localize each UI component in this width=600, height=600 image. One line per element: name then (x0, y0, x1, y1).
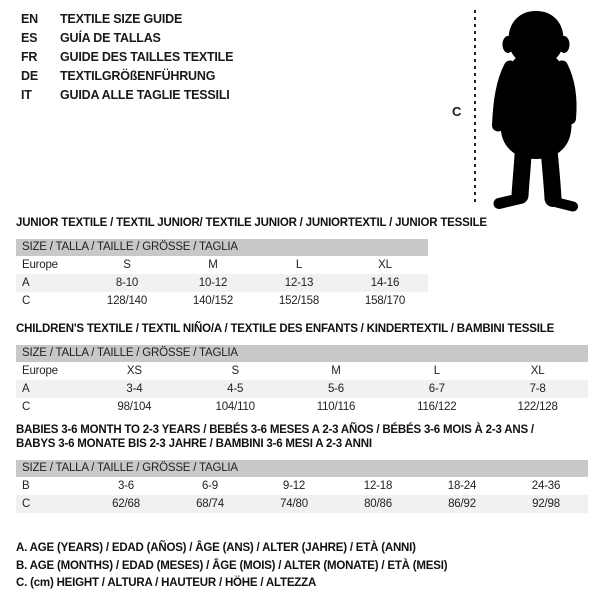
height-measure-label: C (452, 104, 462, 119)
table-row (16, 495, 588, 513)
height-figure (448, 4, 588, 212)
table-cell: 7-8 (529, 383, 546, 395)
height-measure-line (474, 10, 476, 206)
section-title: JUNIOR TEXTILE / TEXTIL JUNIOR/ TEXTILE JUNIOR / JUNIORTEXTIL / JUNIOR TESSILE (16, 217, 487, 229)
table-cell: 8-10 (115, 277, 139, 289)
table-cell: M (331, 365, 341, 377)
row-label: C (22, 401, 31, 413)
size-table-header: SIZE / TALLA / TAILLE / GRÖSSE / TAGLIA (16, 345, 588, 362)
table-cell: 62/68 (112, 498, 140, 510)
table-cell: XS (126, 365, 142, 377)
table-row (16, 380, 588, 398)
table-cell: S (231, 365, 239, 377)
toddler-silhouette-icon (486, 6, 586, 212)
table-cell: XL (530, 365, 545, 377)
language-title: GUIDE DES TAILLES TEXTILE (60, 50, 234, 64)
language-row (21, 86, 233, 105)
table-cell: 12-13 (284, 277, 314, 289)
size-table-header: SIZE / TALLA / TAILLE / GRÖSSE / TAGLIA (16, 239, 428, 256)
row-label: C (22, 498, 31, 510)
table-cell: 140/152 (192, 295, 234, 307)
measure-legend (16, 540, 588, 593)
language-code: DE (21, 69, 38, 83)
row-label: Europe (22, 365, 58, 377)
language-row (21, 29, 233, 48)
table-row (16, 274, 428, 292)
table-cell: 158/170 (364, 295, 406, 307)
language-list (21, 10, 233, 105)
language-title: GUÍA DE TALLAS (60, 31, 161, 45)
table-row (16, 398, 588, 416)
table-cell: 74/80 (280, 498, 308, 510)
language-code: FR (21, 50, 38, 64)
size-section (16, 216, 588, 310)
table-cell: 3-4 (126, 383, 143, 395)
language-row (21, 48, 233, 67)
language-code: ES (21, 31, 38, 45)
table-cell: 24-36 (531, 480, 561, 492)
table-cell: 3-6 (117, 480, 135, 492)
table-cell: XL (378, 259, 392, 271)
table-cell: 104/110 (215, 401, 255, 413)
table-cell: 80/86 (364, 498, 392, 510)
table-row (16, 292, 428, 310)
row-label: C (22, 295, 31, 307)
table-cell: 6-7 (428, 383, 445, 395)
table-row (16, 477, 588, 495)
legend-line: C. (cm) HEIGHT / ALTURA / HAUTEUR / HÖHE / ALTEZZA (16, 577, 317, 589)
table-cell: 10-12 (198, 277, 228, 289)
table-cell: 86/92 (448, 498, 476, 510)
size-table-header: SIZE / TALLA / TAILLE / GRÖSSE / TAGLIA (16, 460, 588, 477)
table-cell: 98/104 (117, 401, 152, 413)
table-cell: 68/74 (196, 498, 224, 510)
size-section (16, 322, 588, 416)
table-cell: 110/116 (316, 401, 356, 413)
table-cell: 92/98 (532, 498, 560, 510)
language-title: TEXTILE SIZE GUIDE (60, 12, 183, 26)
language-row (21, 10, 233, 29)
language-code: EN (21, 12, 38, 26)
table-cell: 9-12 (282, 480, 306, 492)
table-cell: 18-24 (447, 480, 477, 492)
table-cell: S (123, 259, 131, 271)
size-table (16, 239, 428, 310)
size-sections (16, 216, 588, 513)
table-cell: 4-5 (227, 383, 244, 395)
language-code: IT (21, 88, 32, 102)
language-title: GUIDA ALLE TAGLIE TESSILI (60, 88, 230, 102)
legend-line: A. AGE (YEARS) / EDAD (AÑOS) / ÂGE (ANS) / ALTER (JAHRE) / ETÀ (ANNI) (16, 542, 416, 554)
table-row (16, 256, 428, 274)
table-row (16, 362, 588, 380)
section-title: CHILDREN'S TEXTILE / TEXTIL NIÑO/A / TEXTILE DES ENFANTS / KINDERTEXTIL / BAMBINI TESSILE (16, 323, 555, 335)
size-section (16, 423, 588, 513)
table-cell: 12-18 (363, 480, 393, 492)
row-label: A (22, 383, 30, 395)
table-cell: 122/128 (517, 401, 558, 413)
language-title: TEXTILGRÖßENFÜHRUNG (60, 69, 216, 83)
size-guide-content (16, 216, 588, 593)
table-cell: M (208, 259, 218, 271)
row-label: A (22, 277, 30, 289)
section-title: BABIES 3-6 MONTH TO 2-3 YEARS / BEBÉS 3-6 MESES A 2-3 AÑOS / BÉBÉS 3-6 MOIS À 2-3 ANS / (16, 424, 534, 436)
table-cell: L (433, 365, 440, 377)
table-cell: L (295, 259, 303, 271)
table-cell: 152/158 (278, 295, 320, 307)
table-cell: 5-6 (327, 383, 344, 395)
table-cell: 128/140 (106, 295, 148, 307)
size-table (16, 345, 588, 416)
table-cell: 14-16 (370, 277, 400, 289)
language-row (21, 67, 233, 86)
legend-line: B. AGE (MONTHS) / EDAD (MESES) / ÂGE (MOIS) / ALTER (MONATE) / ETÀ (MESI) (16, 559, 448, 572)
row-label: Europe (22, 259, 58, 271)
row-label: B (22, 480, 30, 492)
size-table (16, 460, 588, 513)
table-cell: 116/122 (417, 401, 457, 413)
section-title: BABYS 3-6 MONATE BIS 2-3 JAHRE / BAMBINI 3-6 MESI A 2-3 ANNI (16, 438, 372, 450)
table-cell: 6-9 (201, 480, 219, 492)
